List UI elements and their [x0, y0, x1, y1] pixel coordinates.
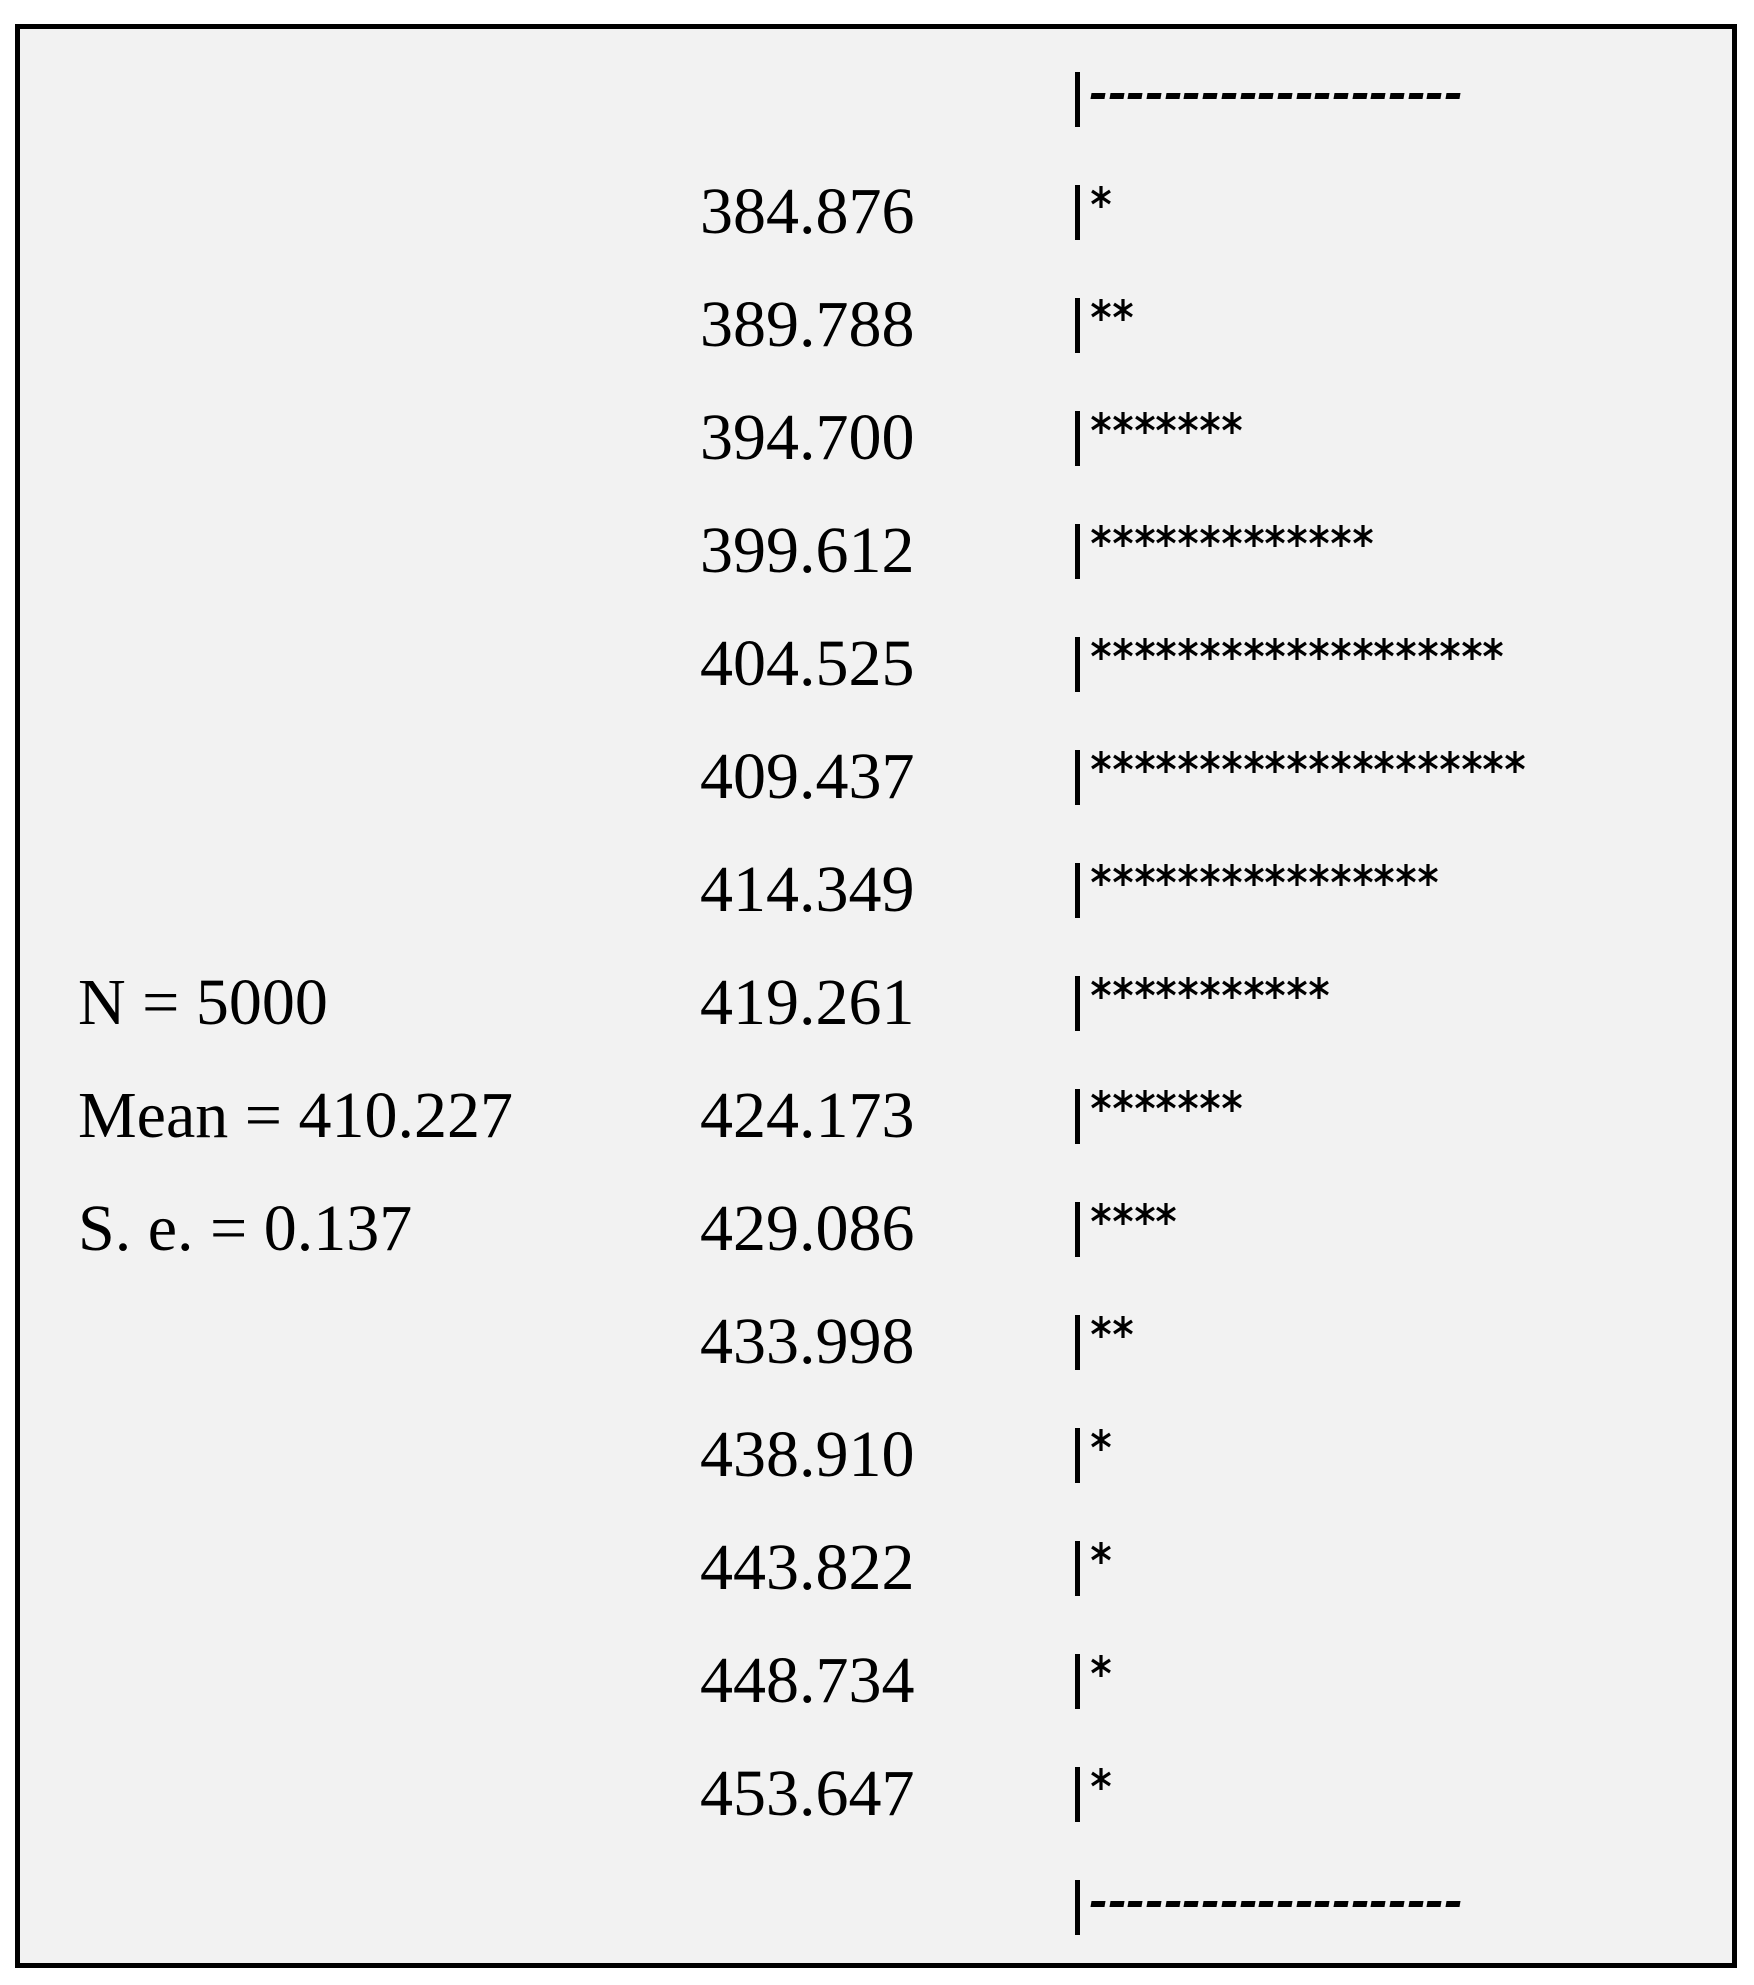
- border-dash: [1426, 70, 1445, 100]
- bin-label: 443.822: [700, 1531, 915, 1604]
- asterisk-mark: [1243, 861, 1265, 889]
- asterisk-mark: [1090, 974, 1112, 1002]
- border-dash: [1090, 70, 1109, 100]
- asterisk-mark: [1177, 974, 1199, 1002]
- asterisk-mark: [1461, 748, 1483, 776]
- border-dash: [1109, 1878, 1128, 1908]
- asterisk-mark: [1134, 861, 1156, 889]
- histogram-row: [20, 157, 1732, 270]
- asterisk-mark: [1155, 522, 1177, 550]
- asterisk-mark: [1112, 409, 1134, 437]
- histogram-row: [20, 1626, 1732, 1739]
- axis-tick: [1075, 298, 1080, 353]
- border-dash: [1352, 1878, 1371, 1908]
- asterisk-mark: [1308, 635, 1330, 663]
- bin-label: 409.437: [700, 740, 915, 813]
- histogram-top-border: [20, 44, 1732, 157]
- summary-stat: S. e. = 0.137: [78, 1192, 413, 1265]
- histogram-row: [20, 835, 1732, 948]
- asterisk-mark: [1221, 974, 1243, 1002]
- bin-label: 389.788: [700, 288, 915, 361]
- asterisk-mark: [1199, 748, 1221, 776]
- asterisk-mark: [1504, 748, 1526, 776]
- asterisk-mark: [1112, 296, 1134, 324]
- asterisk-mark: [1221, 861, 1243, 889]
- border-dash: [1127, 70, 1146, 100]
- asterisk-mark: [1155, 974, 1177, 1002]
- histogram-row: [20, 270, 1732, 383]
- asterisk-mark: [1221, 409, 1243, 437]
- axis-tick: [1075, 1089, 1080, 1144]
- asterisk-mark: [1090, 1652, 1112, 1680]
- border-dash: [1445, 1878, 1464, 1908]
- asterisk-mark: [1243, 522, 1265, 550]
- asterisk-mark: [1199, 522, 1221, 550]
- border-dash: [1333, 1878, 1352, 1908]
- bar: [1090, 974, 1330, 1014]
- asterisk-mark: [1264, 861, 1286, 889]
- asterisk-mark: [1177, 409, 1199, 437]
- axis-tick: [1075, 1428, 1080, 1483]
- asterisk-mark: [1352, 748, 1374, 776]
- axis-tick: [1075, 72, 1080, 127]
- axis-tick: [1075, 524, 1080, 579]
- asterisk-mark: [1461, 635, 1483, 663]
- border-dash: [1296, 70, 1315, 100]
- asterisk-mark: [1090, 1087, 1112, 1115]
- axis-tick: [1075, 185, 1080, 240]
- asterisk-mark: [1373, 635, 1395, 663]
- asterisk-mark: [1395, 861, 1417, 889]
- asterisk-mark: [1395, 635, 1417, 663]
- bin-label: 429.086: [700, 1192, 915, 1265]
- asterisk-mark: [1352, 861, 1374, 889]
- border-dash: [1202, 70, 1221, 100]
- asterisk-mark: [1134, 522, 1156, 550]
- asterisk-mark: [1286, 748, 1308, 776]
- border-dash: [1109, 70, 1128, 100]
- border-dash: [1333, 70, 1352, 100]
- asterisk-mark: [1155, 1200, 1177, 1228]
- asterisk-mark: [1330, 861, 1352, 889]
- asterisk-mark: [1199, 635, 1221, 663]
- asterisk-mark: [1112, 1087, 1134, 1115]
- asterisk-mark: [1199, 1087, 1221, 1115]
- asterisk-mark: [1373, 748, 1395, 776]
- border-dash: [1240, 1878, 1259, 1908]
- bar: [1090, 1200, 1177, 1240]
- asterisk-mark: [1352, 635, 1374, 663]
- asterisk-mark: [1286, 522, 1308, 550]
- asterisk-mark: [1134, 974, 1156, 1002]
- asterisk-mark: [1090, 1200, 1112, 1228]
- asterisk-mark: [1199, 974, 1221, 1002]
- asterisk-mark: [1395, 748, 1417, 776]
- histogram-panel: [15, 24, 1737, 1968]
- asterisk-mark: [1482, 635, 1504, 663]
- axis-tick: [1075, 1880, 1080, 1935]
- asterisk-mark: [1373, 861, 1395, 889]
- asterisk-mark: [1177, 861, 1199, 889]
- histogram-row: [20, 609, 1732, 722]
- histogram-row: [20, 1287, 1732, 1400]
- bin-label: 438.910: [700, 1418, 915, 1491]
- asterisk-mark: [1112, 635, 1134, 663]
- bin-label: 419.261: [700, 966, 915, 1039]
- asterisk-mark: [1090, 522, 1112, 550]
- bar: [1090, 635, 1504, 675]
- axis-tick: [1075, 411, 1080, 466]
- bin-label: 394.700: [700, 401, 915, 474]
- asterisk-mark: [1090, 1765, 1112, 1793]
- asterisk-mark: [1330, 748, 1352, 776]
- border-dash: [1389, 70, 1408, 100]
- axis-tick: [1075, 1541, 1080, 1596]
- bar: [1090, 1087, 1243, 1127]
- asterisk-mark: [1308, 748, 1330, 776]
- asterisk-mark: [1112, 861, 1134, 889]
- asterisk-mark: [1330, 522, 1352, 550]
- bin-label: 453.647: [700, 1757, 915, 1830]
- asterisk-mark: [1221, 522, 1243, 550]
- asterisk-mark: [1134, 409, 1156, 437]
- histogram-row: [20, 722, 1732, 835]
- asterisk-mark: [1482, 748, 1504, 776]
- asterisk-mark: [1090, 861, 1112, 889]
- axis-tick: [1075, 976, 1080, 1031]
- asterisk-mark: [1177, 1087, 1199, 1115]
- asterisk-mark: [1090, 409, 1112, 437]
- summary-stat: Mean = 410.227: [78, 1079, 513, 1152]
- asterisk-mark: [1112, 974, 1134, 1002]
- border-dash: [1277, 70, 1296, 100]
- border-dash: [1370, 70, 1389, 100]
- asterisk-mark: [1112, 1200, 1134, 1228]
- asterisk-mark: [1090, 1313, 1112, 1341]
- asterisk-mark: [1177, 748, 1199, 776]
- asterisk-mark: [1134, 1087, 1156, 1115]
- bar: [1090, 296, 1134, 336]
- bin-label: 404.525: [700, 627, 915, 700]
- asterisk-mark: [1264, 748, 1286, 776]
- asterisk-mark: [1286, 974, 1308, 1002]
- asterisk-mark: [1417, 635, 1439, 663]
- histogram-row: [20, 383, 1732, 496]
- asterisk-mark: [1286, 861, 1308, 889]
- asterisk-mark: [1221, 748, 1243, 776]
- axis-tick: [1075, 750, 1080, 805]
- bin-label: 414.349: [700, 853, 915, 926]
- bin-label: 433.998: [700, 1305, 915, 1378]
- asterisk-mark: [1264, 635, 1286, 663]
- bin-label: 399.612: [700, 514, 915, 587]
- axis-tick: [1075, 863, 1080, 918]
- asterisk-mark: [1155, 635, 1177, 663]
- histogram-row: [20, 1400, 1732, 1513]
- border-dash: [1408, 70, 1427, 100]
- border-dash: [1426, 1878, 1445, 1908]
- histogram-row: [20, 1739, 1732, 1852]
- asterisk-mark: [1155, 748, 1177, 776]
- axis-tick: [1075, 637, 1080, 692]
- asterisk-mark: [1352, 522, 1374, 550]
- asterisk-mark: [1439, 635, 1461, 663]
- border-dash: [1165, 70, 1184, 100]
- asterisk-mark: [1221, 1087, 1243, 1115]
- border-dash: [1240, 70, 1259, 100]
- bar: [1090, 409, 1243, 449]
- border-dash: [1183, 1878, 1202, 1908]
- asterisk-mark: [1112, 522, 1134, 550]
- asterisk-mark: [1112, 748, 1134, 776]
- asterisk-mark: [1221, 635, 1243, 663]
- asterisk-mark: [1090, 1539, 1112, 1567]
- asterisk-mark: [1264, 974, 1286, 1002]
- bar: [1090, 861, 1439, 901]
- border-line-bottom: [1090, 1878, 1464, 1918]
- border-dash: [1445, 70, 1464, 100]
- asterisk-mark: [1199, 861, 1221, 889]
- asterisk-mark: [1134, 1200, 1156, 1228]
- asterisk-mark: [1090, 183, 1112, 211]
- asterisk-mark: [1090, 748, 1112, 776]
- histogram-row: [20, 496, 1732, 609]
- asterisk-mark: [1439, 748, 1461, 776]
- asterisk-mark: [1243, 748, 1265, 776]
- asterisk-mark: [1308, 974, 1330, 1002]
- border-dash: [1408, 1878, 1427, 1908]
- axis-tick: [1075, 1315, 1080, 1370]
- asterisk-mark: [1177, 635, 1199, 663]
- summary-stat: N = 5000: [78, 966, 328, 1039]
- border-dash: [1314, 1878, 1333, 1908]
- border-dash: [1202, 1878, 1221, 1908]
- asterisk-mark: [1155, 1087, 1177, 1115]
- histogram-bottom-border: [20, 1852, 1732, 1965]
- border-dash: [1258, 1878, 1277, 1908]
- asterisk-mark: [1199, 409, 1221, 437]
- asterisk-mark: [1177, 522, 1199, 550]
- asterisk-mark: [1243, 635, 1265, 663]
- asterisk-mark: [1264, 522, 1286, 550]
- asterisk-mark: [1090, 635, 1112, 663]
- border-dash: [1146, 70, 1165, 100]
- asterisk-mark: [1243, 974, 1265, 1002]
- border-dash: [1314, 70, 1333, 100]
- border-dash: [1146, 1878, 1165, 1908]
- bar: [1090, 1426, 1112, 1466]
- border-dash: [1127, 1878, 1146, 1908]
- axis-tick: [1075, 1654, 1080, 1709]
- border-dash: [1090, 1878, 1109, 1908]
- bar: [1090, 183, 1112, 223]
- bin-label: 448.734: [700, 1644, 915, 1717]
- bar: [1090, 1539, 1112, 1579]
- bar: [1090, 1313, 1134, 1353]
- asterisk-mark: [1090, 296, 1112, 324]
- asterisk-mark: [1134, 635, 1156, 663]
- border-dash: [1221, 70, 1240, 100]
- bar: [1090, 748, 1526, 788]
- asterisk-mark: [1308, 861, 1330, 889]
- bin-label: 384.876: [700, 175, 915, 248]
- border-line-top: [1090, 70, 1464, 110]
- axis-tick: [1075, 1202, 1080, 1257]
- bar: [1090, 522, 1373, 562]
- bar: [1090, 1765, 1112, 1805]
- asterisk-mark: [1330, 635, 1352, 663]
- border-dash: [1277, 1878, 1296, 1908]
- border-dash: [1183, 70, 1202, 100]
- asterisk-mark: [1112, 1313, 1134, 1341]
- border-dash: [1165, 1878, 1184, 1908]
- asterisk-mark: [1286, 635, 1308, 663]
- border-dash: [1221, 1878, 1240, 1908]
- border-dash: [1352, 70, 1371, 100]
- asterisk-mark: [1308, 522, 1330, 550]
- asterisk-mark: [1417, 748, 1439, 776]
- border-dash: [1258, 70, 1277, 100]
- asterisk-mark: [1155, 861, 1177, 889]
- asterisk-mark: [1090, 1426, 1112, 1454]
- border-dash: [1389, 1878, 1408, 1908]
- asterisk-mark: [1155, 409, 1177, 437]
- histogram-row: [20, 1513, 1732, 1626]
- axis-tick: [1075, 1767, 1080, 1822]
- border-dash: [1296, 1878, 1315, 1908]
- bin-label: 424.173: [700, 1079, 915, 1152]
- border-dash: [1370, 1878, 1389, 1908]
- asterisk-mark: [1417, 861, 1439, 889]
- asterisk-mark: [1134, 748, 1156, 776]
- bar: [1090, 1652, 1112, 1692]
